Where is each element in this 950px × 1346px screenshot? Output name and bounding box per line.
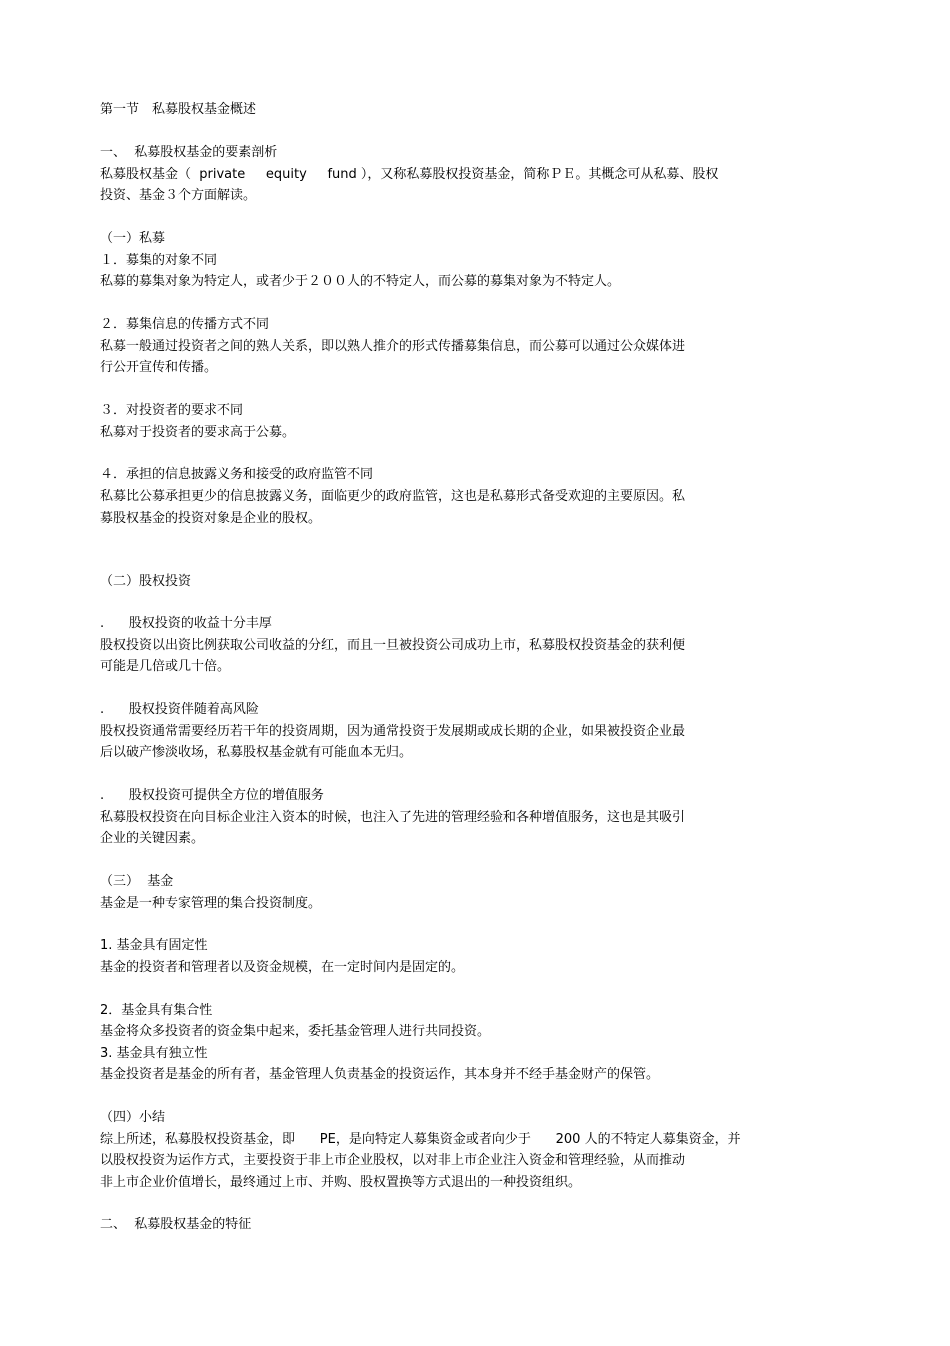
sub3-p2-text: 基金将众多投资者的资金集中起来，委托基金管理人进行共同投资。	[100, 1024, 491, 1039]
sub3-p3-title: 3. 基金具有独立性	[100, 1046, 208, 1061]
sub3-p3-text: 基金投资者是基金的所有者，基金管理人负责基金的投资运作，其本身并不经手基金财产的保管。	[100, 1067, 660, 1082]
sub2-p1-line2: 可能是几倍或几十倍。	[100, 659, 231, 674]
part1-intro-line1: 私募股权基金（ private equity fund ），又称私募股权投资基金，简称ＰＥ。其概念可从私募、股权	[100, 167, 719, 182]
sub4-heading: （四）小结	[100, 1110, 166, 1125]
part2-heading: 二、 私募股权基金的特征	[100, 1217, 252, 1232]
sub2-p2-line2: 后以破产惨淡收场，私募股权基金就有可能血本无归。	[100, 745, 413, 760]
sub2-p2-title: . 股权投资伴随着高风险	[100, 702, 259, 717]
section-title: 第一节 私募股权基金概述	[100, 102, 257, 117]
sub1-p4-title: ４．承担的信息披露义务和接受的政府监管不同	[100, 467, 374, 482]
sub4-line3: 非上市企业价值增长，最终通过上市、并购、股权置换等方式退出的一种投资组织。	[100, 1175, 582, 1190]
part1-intro-line2: 投资、基金３个方面解读。	[100, 188, 257, 203]
sub2-p1-title: . 股权投资的收益十分丰厚	[100, 616, 272, 631]
sub1-p1-text: 私募的募集对象为特定人，或者少于２００人的不特定人，而公募的募集对象为不特定人。	[100, 274, 621, 289]
sub1-p2-line1: 私募一般通过投资者之间的熟人关系，即以熟人推介的形式传播募集信息，而公募可以通过公众媒体进	[100, 339, 686, 354]
sub1-p1-title: １．募集的对象不同	[100, 253, 218, 268]
part1-heading: 一、 私募股权基金的要素剖析	[100, 145, 278, 160]
sub1-p3-text: 私募对于投资者的要求高于公募。	[100, 425, 296, 440]
sub1-p4-line2: 募股权基金的投资对象是企业的股权。	[100, 511, 322, 526]
sub3-p2-title: 2．基金具有集合性	[100, 1003, 213, 1018]
sub3-heading: （三） 基金	[100, 874, 174, 889]
sub2-p2-line1: 股权投资通常需要经历若干年的投资周期，因为通常投资于发展期或成长期的企业，如果被投资企业最	[100, 724, 686, 739]
sub3-intro: 基金是一种专家管理的集合投资制度。	[100, 896, 322, 911]
sub4-line1: 综上所述，私募股权投资基金，即 PE，是向特定人募集资金或者向少于 200 人的不特定人募集资金，并	[100, 1132, 741, 1147]
sub2-p3-title: . 股权投资可提供全方位的增值服务	[100, 788, 324, 803]
sub2-heading: （二）股权投资	[100, 574, 192, 589]
sub2-p3-line2: 企业的关键因素。	[100, 831, 205, 846]
sub1-p3-title: ３．对投资者的要求不同	[100, 403, 244, 418]
sub2-p1-line1: 股权投资以出资比例获取公司收益的分红，而且一旦被投资公司成功上市，私募股权投资基金的获利便	[100, 638, 686, 653]
sub1-heading: （一）私募	[100, 231, 166, 246]
sub3-p1-text: 基金的投资者和管理者以及资金规模，在一定时间内是固定的。	[100, 960, 465, 975]
sub4-line2: 以股权投资为运作方式，主要投资于非上市企业股权，以对非上市企业注入资金和管理经验，从而推动	[100, 1153, 686, 1168]
sub3-p1-title: 1. 基金具有固定性	[100, 938, 208, 953]
sub1-p2-title: ２．募集信息的传播方式不同	[100, 317, 270, 332]
sub2-p3-line1: 私募股权投资在向目标企业注入资本的时候，也注入了先进的管理经验和各种增值服务，这也是其吸引	[100, 810, 686, 825]
sub1-p2-line2: 行公开宣传和传播。	[100, 360, 218, 375]
sub1-p4-line1: 私募比公募承担更少的信息披露义务，面临更少的政府监管，这也是私募形式备受欢迎的主要原因。私	[100, 489, 686, 504]
